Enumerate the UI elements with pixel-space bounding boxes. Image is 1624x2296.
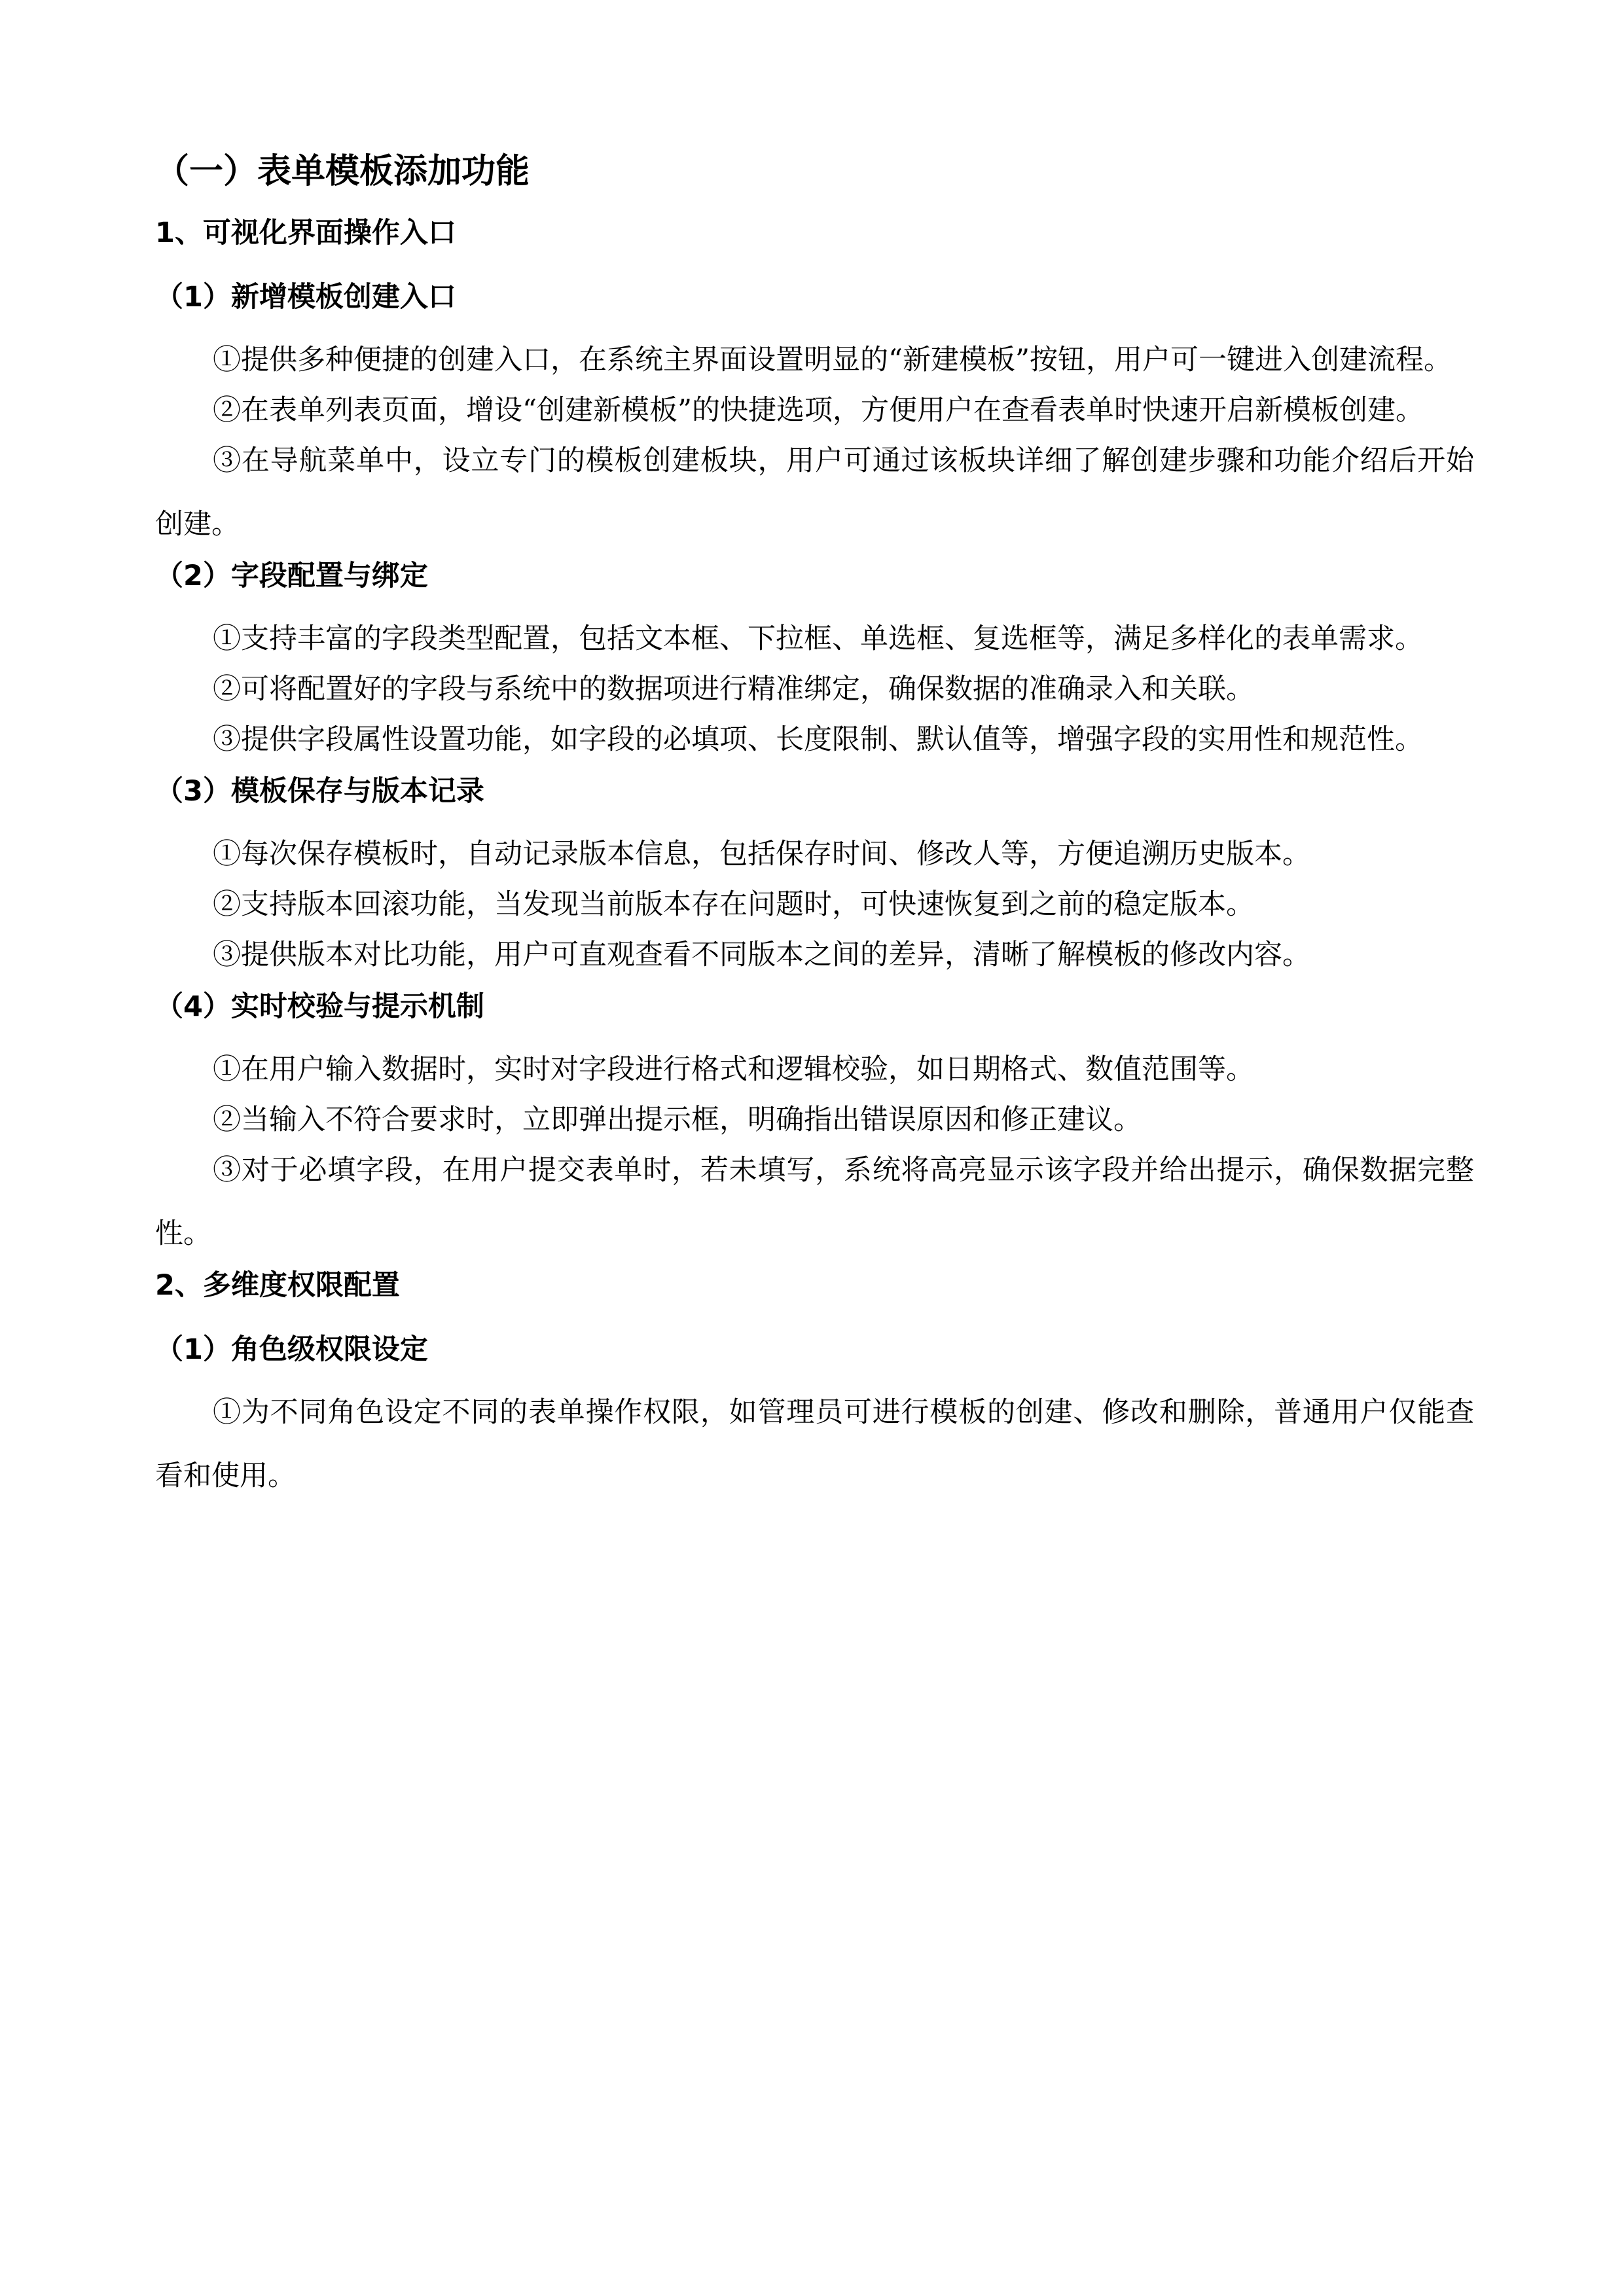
subsection-heading: （3）模板保存与版本记录 — [155, 775, 484, 808]
paragraph: ②在表单列表页面，增设“创建新模板”的快捷选项，方便用户在查看表单时快速开启新模板创建。 — [213, 394, 1424, 427]
document-page — [155, 148, 1474, 1508]
paragraph: ②支持版本回滚功能，当发现当前版本存在问题时，可快速恢复到之前的稳定版本。 — [213, 888, 1254, 921]
paragraph: ①提供多种便捷的创建入口，在系统主界面设置明显的“新建模板”按钮，用户可一键进入创建流程。 — [213, 344, 1452, 376]
subsection — [155, 558, 1474, 772]
paragraph: ①为不同角色设定不同的表单操作权限，如管理员可进行模板的创建、修改和删除，普通用户仅能查看和使用。 — [155, 1396, 1474, 1492]
subsection-heading: （1）角色级权限设定 — [155, 1333, 428, 1366]
section-title: （一）表单模板添加功能 — [155, 152, 530, 191]
paragraph: ③提供版本对比功能，用户可直观查看不同版本之间的差异，清晰了解模板的修改内容。 — [213, 939, 1310, 971]
paragraph: ①每次保存模板时，自动记录版本信息，包括保存时间、修改人等，方便追溯历史版本。 — [213, 838, 1310, 870]
paragraph: ①在用户输入数据时，实时对字段进行格式和逻辑校验，如日期格式、数值范围等。 — [213, 1053, 1254, 1086]
paragraph: ③对于必填字段，在用户提交表单时，若未填写，系统将高亮显示该字段并给出提示，确保数据完整性。 — [155, 1154, 1474, 1250]
chapter-heading: 2、多维度权限配置 — [155, 1269, 400, 1302]
paragraph: ①支持丰富的字段类型配置，包括文本框、下拉框、单选框、复选框等，满足多样化的表单需求。 — [213, 622, 1423, 655]
subsection — [155, 988, 1474, 1266]
paragraph: ③提供字段属性设置功能，如字段的必填项、长度限制、默认值等，增强字段的实用性和规范性。 — [213, 723, 1423, 756]
subsection — [155, 279, 1474, 556]
paragraph: ③在导航菜单中，设立专门的模板创建板块，用户可通过该板块详细了解创建步骤和功能介绍后开始创建。 — [155, 444, 1474, 541]
subsection — [155, 773, 1474, 987]
paragraph: ②可将配置好的字段与系统中的数据项进行精准绑定，确保数据的准确录入和关联。 — [213, 673, 1254, 706]
paragraph: ②当输入不符合要求时，立即弹出提示框，明确指出错误原因和修正建议。 — [213, 1103, 1142, 1136]
subsection — [155, 1331, 1474, 1508]
subsection-heading: （2）字段配置与绑定 — [155, 560, 428, 592]
subsection-heading: （1）新增模板创建入口 — [155, 281, 456, 314]
chapter-heading: 1、可视化界面操作入口 — [155, 217, 456, 249]
subsection-heading: （4）实时校验与提示机制 — [155, 990, 484, 1023]
